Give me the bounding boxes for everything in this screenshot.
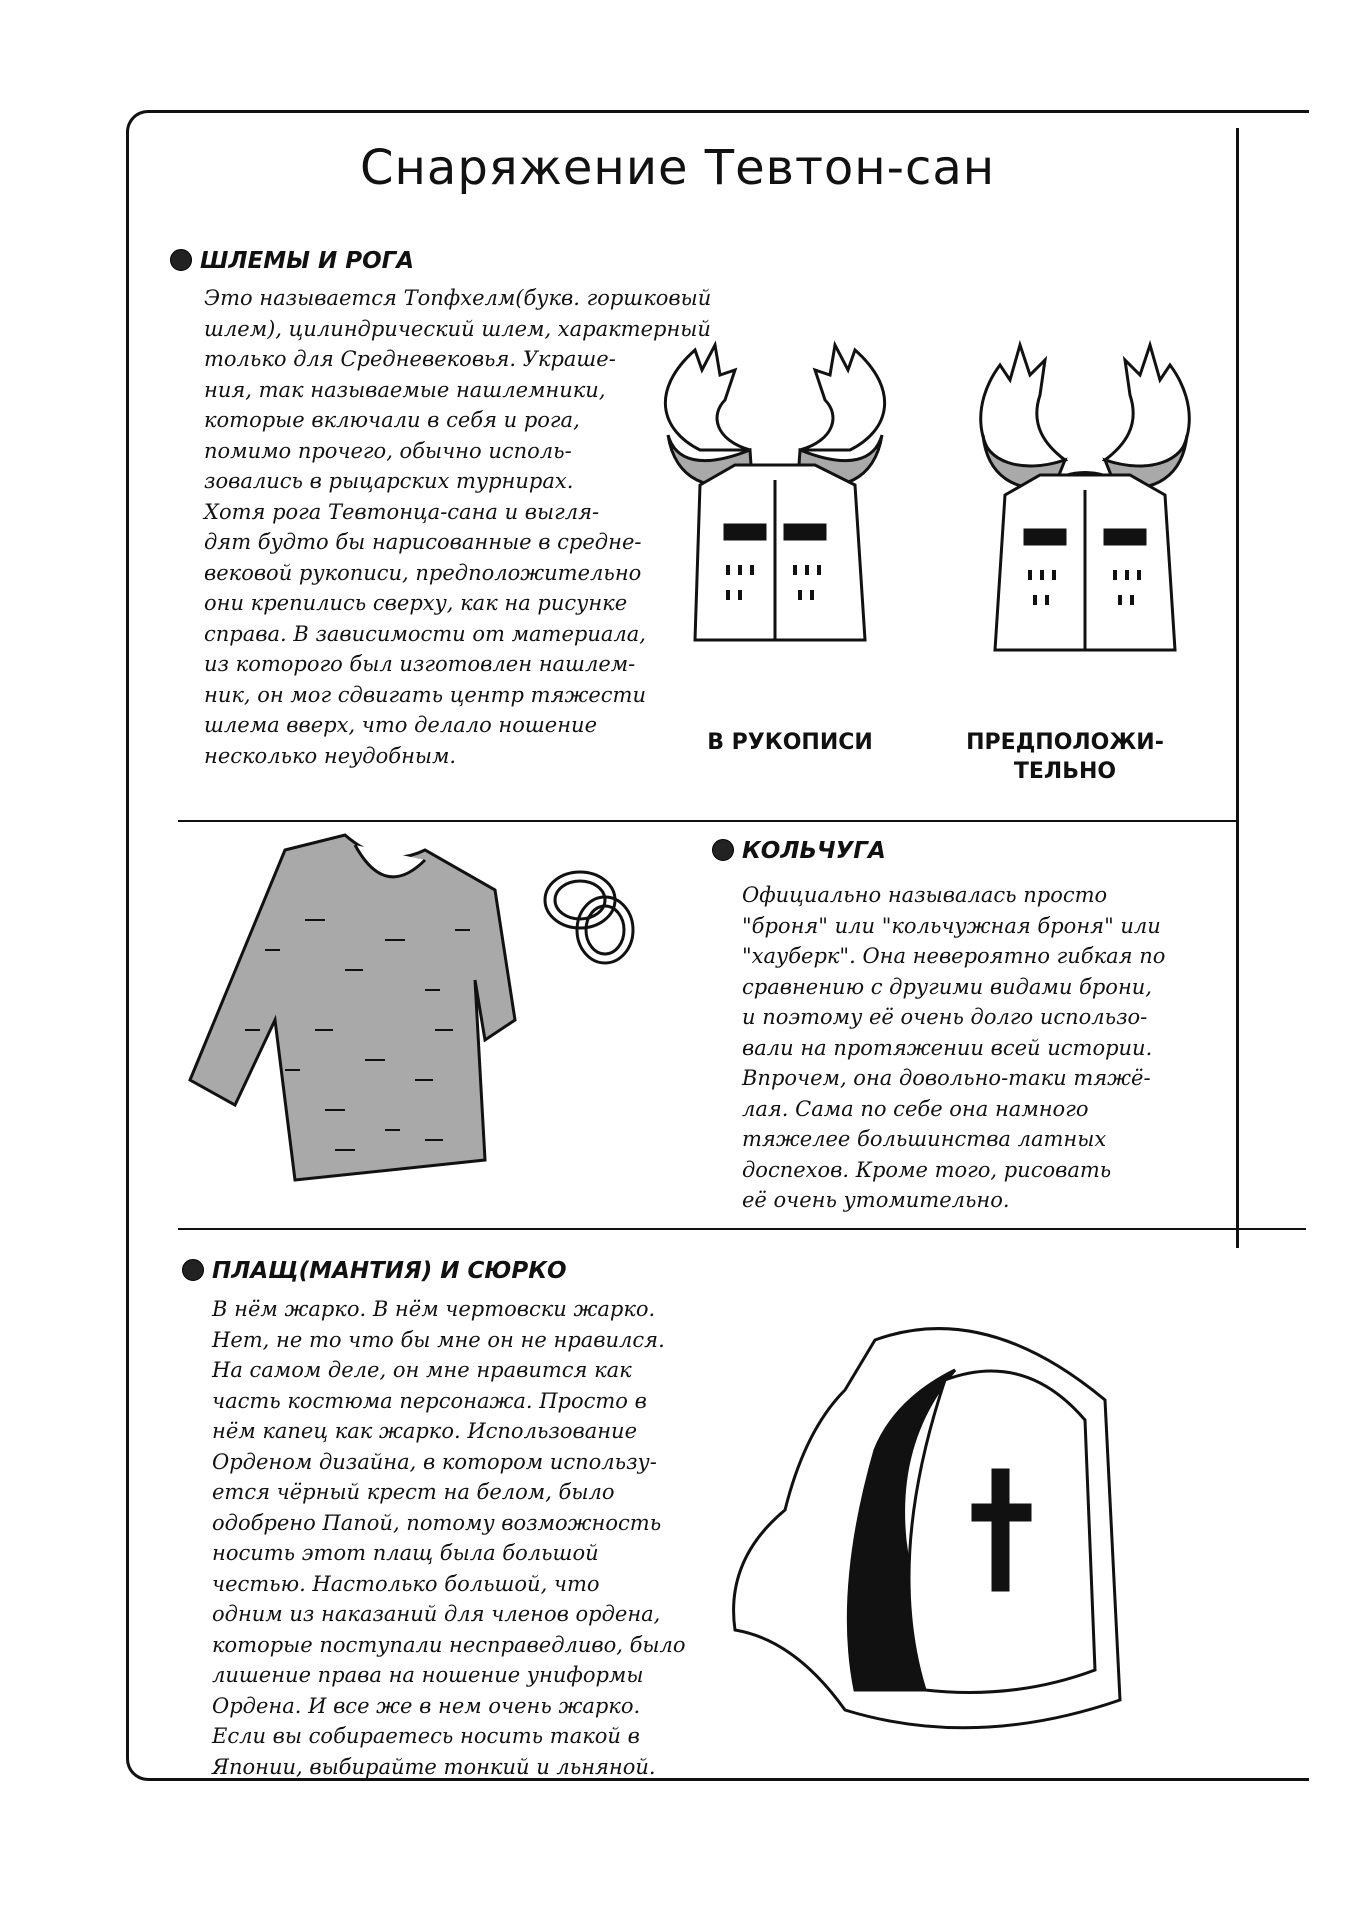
- chainmail-heading-text: КОЛЬЧУГА: [742, 838, 886, 864]
- cloak-illustration: [725, 1310, 1195, 1755]
- caption-presumed: ПРЕДПОЛОЖИ- ТЕЛЬНО: [966, 730, 1164, 784]
- frame-right-divider: [1236, 128, 1239, 1248]
- section-divider-2: [178, 1228, 1306, 1230]
- cloak-icon: [734, 1329, 1120, 1728]
- chainmail-illustration: [185, 830, 585, 1190]
- section-divider-1: [178, 820, 1236, 822]
- rings-icon: [545, 872, 633, 963]
- bullet-icon: [712, 839, 734, 861]
- bullet-icon: [182, 1259, 204, 1281]
- helmet-icon: [665, 345, 884, 640]
- chain-rings-illustration: [535, 860, 655, 970]
- cloak-text: В нём жарко. В нём чертовски жарко. Нет, не то что бы мне он не нравился. На самом деле, он мне нравится как часть костюма персонажа. Просто в нём капец как жарко. Использование Орденом дизайна, в котором использу- ется чёрный крест на белом, было одобрено Папой, потому возможность носить этот плащ была большой честью. Настолько большой, что одним из наказаний для членов ордена, которые поступали несправедливо, было лишение права на ношение униформы Ордена. И все же в нем очень жарко. Если вы собираетесь носить такой в Японии, выбирайте тонкий и льняной.: [212, 1297, 686, 1779]
- helmet-manuscript-illustration: [640, 330, 910, 720]
- helmets-heading: [170, 248, 414, 274]
- page-title: Снаряжение Тевтон-сан: [360, 140, 996, 196]
- chainmail-heading: [712, 838, 886, 864]
- helmet-icon: [981, 345, 1190, 650]
- helmets-text: Это называется Топфхелм(букв. горшковый шлем), цилиндрический шлем, характерный только для Средневековья. Украше- ния, так называемые нашлемники, которые включали в себя и рога, помимо прочего, обычно исполь- зовались в рыцарских турнирах. Хотя рога Тевтонца-сана и выгля- дят будто бы нарисованные в средне- вековой рукописи, предположительно они крепились сверху, как на рисунке справа. В зависимости от материала, из которого был изготовлен нашлем- ник, он мог сдвигать центр тяжести шлема вверх, что делало ношение несколько неудобным.: [204, 286, 712, 768]
- bullet-icon: [170, 249, 192, 271]
- cloak-heading: [182, 1258, 567, 1284]
- caption-manuscript: В РУКОПИСИ: [707, 730, 873, 755]
- cloak-heading-text: ПЛАЩ(МАНТИЯ) И СЮРКО: [212, 1258, 567, 1284]
- chainmail-icon: [190, 835, 515, 1180]
- helmets-heading-text: ШЛЕМЫ И РОГА: [200, 248, 415, 274]
- helmet-presumed-illustration: [955, 325, 1215, 720]
- chainmail-text: Официально называлась просто "броня" или "кольчужная броня" или "хауберк". Она невероятно гибкая по сравнению с другими видами брони, и поэтому её очень долго использо- вали на протяжении всей истории. Впрочем, она довольно-таки тяжё- лая. Сама по себе она намного тяжелее большинства латных доспехов. Кроме того, рисовать её очень утомительно.: [742, 883, 1166, 1212]
